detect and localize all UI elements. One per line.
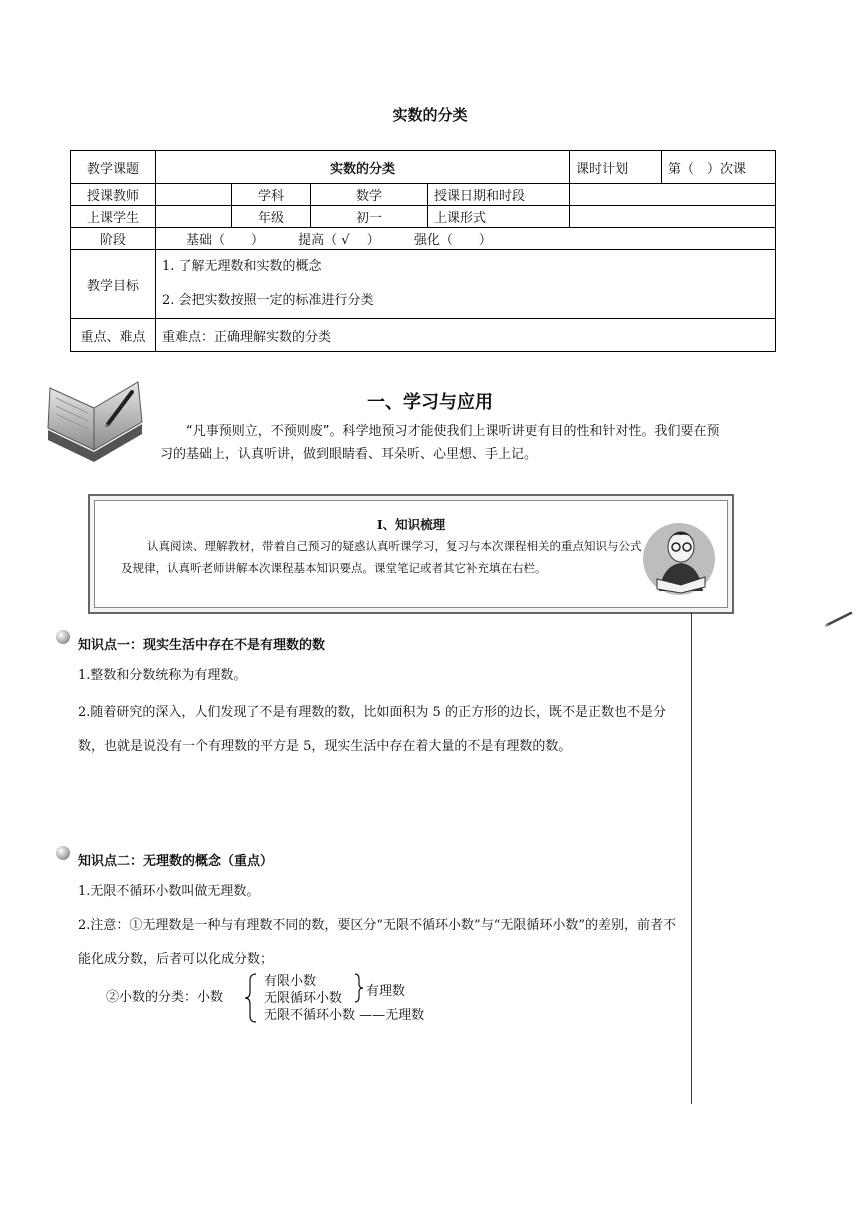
knowledge-point-1-paragraph-1: 1.整数和分数统称为有理数。	[78, 668, 247, 683]
table-row-teacher	[71, 184, 776, 206]
teacher-label: 授课教师	[71, 184, 156, 206]
stage-strengthen: 强化（ ）	[413, 233, 492, 248]
lesson-plan-table	[70, 150, 776, 352]
key-points-label: 重点、难点	[71, 319, 156, 352]
knowledge-point-2-paragraph-2: 2.注意：①无理数是一种与有理数不同的数，要区分“无限不循环小数”与“无限循环小数”的差别，前者不能化成分数，后者可以化成分数；	[78, 918, 676, 967]
notes-column-divider	[691, 612, 692, 1104]
date-value	[570, 184, 776, 206]
classification-label: ②小数的分类：小数	[106, 990, 224, 1005]
teacher-value	[156, 184, 232, 206]
classification-item-repeating: 无限循环小数	[264, 991, 343, 1006]
pen-icon	[824, 610, 854, 628]
topic-label: 教学课题	[71, 151, 156, 184]
subject-value: 数学	[311, 184, 428, 206]
goal-2: 2. 会把实数按照一定的标准进行分类	[162, 293, 374, 308]
form-value	[570, 206, 776, 228]
classification-item-non-repeating: 无限不循环小数 ——无理数	[264, 1008, 425, 1023]
knowledge-review-box	[88, 494, 734, 614]
table-row-stage	[71, 228, 776, 250]
grade-value: 初一	[311, 206, 428, 228]
right-brace-icon	[354, 973, 364, 1003]
stage-improve: 提高（ √ ）	[298, 233, 380, 248]
open-book-icon	[44, 378, 146, 462]
student-value	[156, 206, 232, 228]
bullet-icon	[56, 846, 70, 860]
student-label: 上课学生	[71, 206, 156, 228]
document-title: 实数的分类	[392, 106, 468, 124]
knowledge-point-1-title: 知识点一：现实生活中存在不是有理数的数	[78, 638, 326, 653]
goals-label: 教学目标	[71, 250, 156, 319]
topic-value: 实数的分类	[156, 151, 570, 184]
knowledge-point-2-title: 知识点二：无理数的概念（重点）	[78, 854, 274, 869]
plan-label: 课时计划	[570, 151, 662, 184]
key-points-value: 重难点：正确理解实数的分类	[156, 319, 776, 352]
table-row-topic	[71, 151, 776, 184]
knowledge-point-2-paragraph-1: 1.无限不循环小数叫做无理数。	[78, 884, 260, 899]
knowledge-review-title: Ⅰ、知识梳理	[376, 517, 446, 532]
date-label: 授课日期和时段	[428, 184, 570, 206]
stage-basic: 基础（ ）	[186, 233, 265, 248]
table-row-student	[71, 206, 776, 228]
left-brace-icon	[244, 972, 258, 1024]
plan-value: 第（ ）次课	[662, 151, 776, 184]
knowledge-review-inner	[94, 500, 728, 608]
subject-label: 学科	[232, 184, 311, 206]
table-row-goals	[71, 250, 776, 319]
table-row-key-points	[71, 319, 776, 352]
knowledge-review-text: 认真阅读、理解教材，带着自己预习的疑惑认真听课学习，复习与本次课程相关的重点知识与公式及规律，认真听老师讲解本次课程基本知识要点。课堂笔记或者其它补充填在右栏。	[121, 539, 642, 575]
teacher-reading-icon	[641, 521, 717, 597]
knowledge-point-1-paragraph-2: 2.随着研究的深入，人们发现了不是有理数的数，比如面积为 5 的正方形的边长，既不是正数也不是分数，也就是说没有一个有理数的平方是 5，现实生活中存在着大量的不是有理数的数。	[78, 705, 666, 754]
preview-quote: “凡事预则立，不预则废”。科学地预习才能使我们上课听讲更有目的性和针对性。我们要在预习的基础上，认真听讲，做到眼睛看、耳朵听、心里想、手上记。	[160, 424, 720, 462]
section-heading: 一、学习与应用	[367, 392, 493, 413]
goals-value	[156, 250, 776, 319]
classification-item-finite: 有限小数	[264, 974, 317, 989]
stage-options	[156, 228, 776, 250]
grade-label: 年级	[232, 206, 311, 228]
classification-rational: 有理数	[366, 984, 406, 999]
stage-label: 阶段	[71, 228, 156, 250]
bullet-icon	[56, 630, 70, 644]
goal-1: 1. 了解无理数和实数的概念	[162, 259, 322, 274]
form-label: 上课形式	[428, 206, 570, 228]
